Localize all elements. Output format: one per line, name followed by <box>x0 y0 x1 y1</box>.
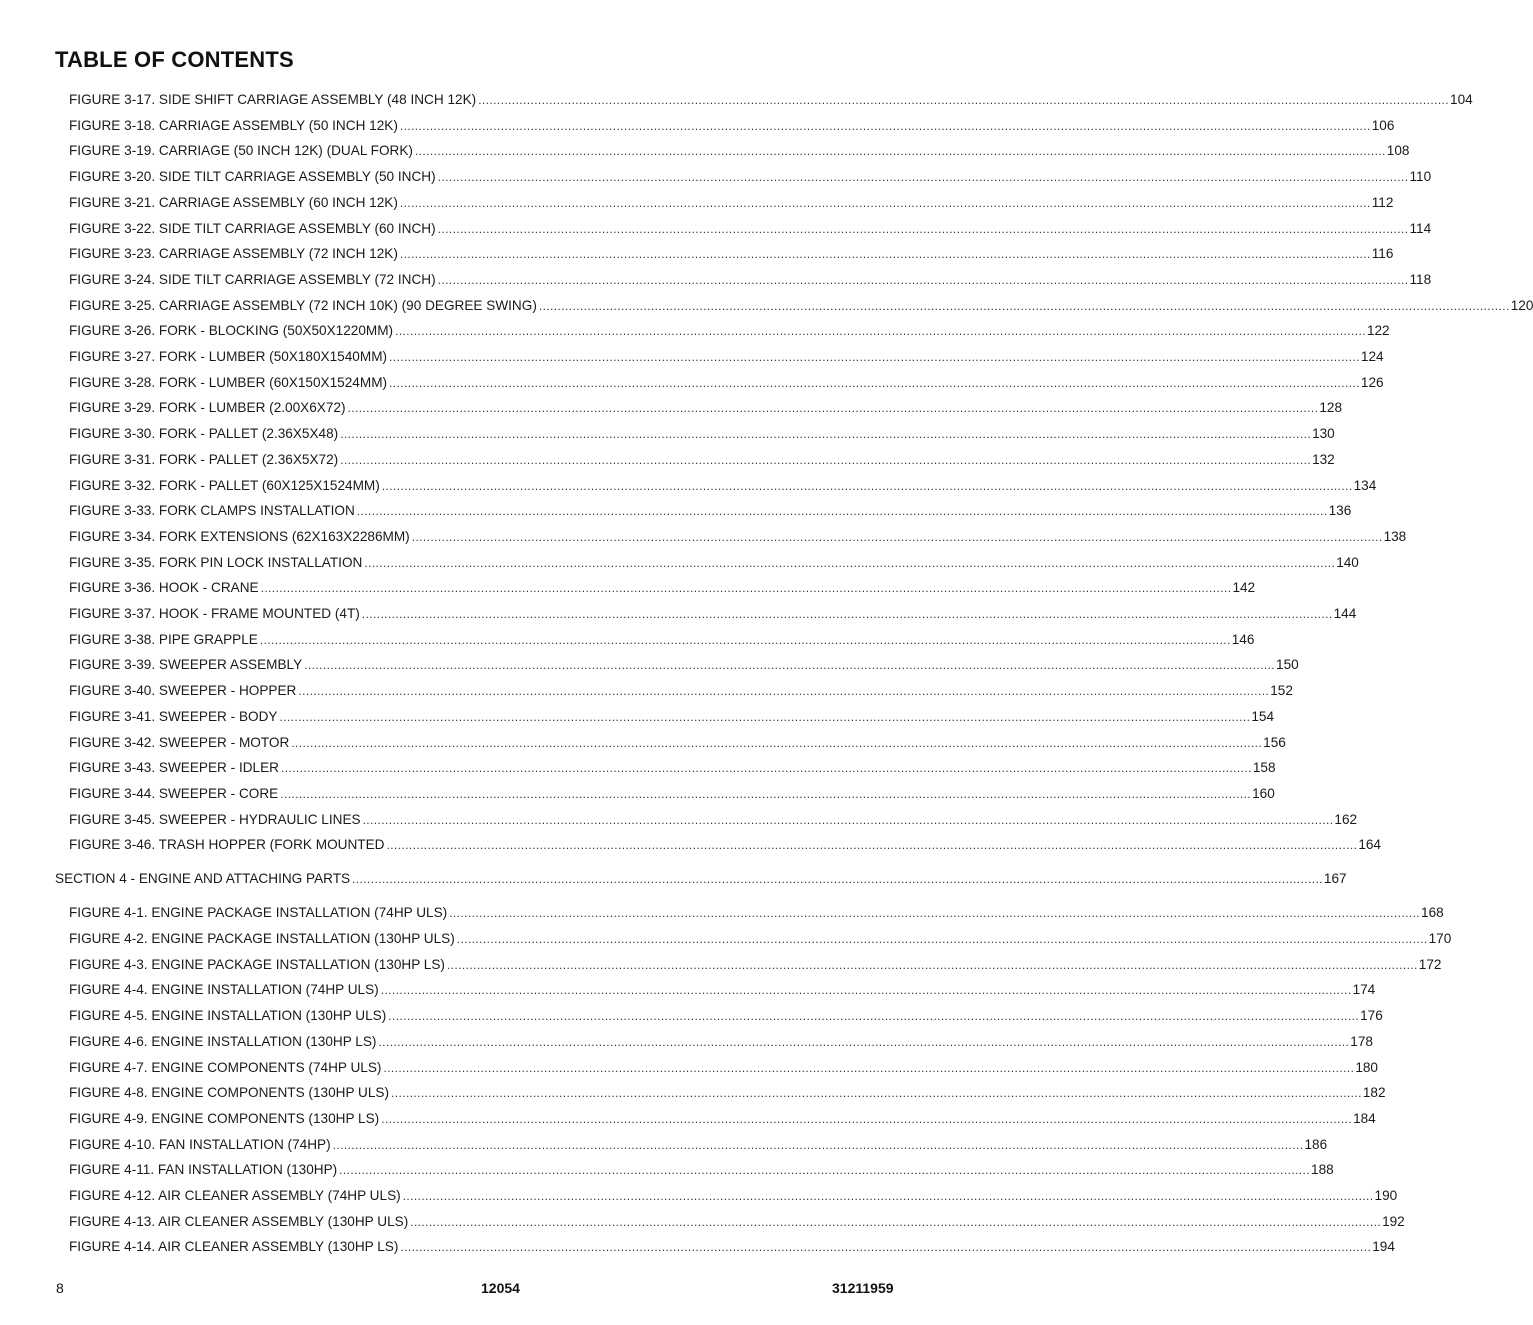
toc-entry-page: 170 <box>1428 931 1452 946</box>
toc-entry-page: 146 <box>1231 631 1255 647</box>
toc-figure-entry[interactable] <box>69 656 1299 674</box>
toc-figure-entry[interactable] <box>69 981 1376 999</box>
toc-entry-label: FIGURE 4-5. ENGINE INSTALLATION (130HP ULS) <box>69 1008 387 1024</box>
toc-figure-entry[interactable] <box>69 1213 1405 1231</box>
toc-entry-page: 192 <box>1382 1213 1405 1229</box>
toc-entry-label: FIGURE 4-1. ENGINE PACKAGE INSTALLATION (74HP ULS) <box>69 905 448 921</box>
toc-entry-page: 190 <box>1374 1188 1398 1203</box>
toc-entry-label: FIGURE 3-24. SIDE TILT CARRIAGE ASSEMBLY (72 INCH) <box>69 271 436 287</box>
toc-entry-page: 167 <box>1323 871 1347 887</box>
toc-entry-page: 104 <box>1450 92 1473 107</box>
toc-figure-entry[interactable] <box>69 811 1358 829</box>
toc-entry-page: 138 <box>1383 528 1407 544</box>
toc-dot-leader: .................................................................................................................................................................................................................................................................... <box>383 1060 1355 1075</box>
toc-entry-page: 188 <box>1311 1162 1334 1178</box>
toc-dot-leader: .................................................................................................................................................................................................................................................................... <box>391 1086 1362 1101</box>
toc-entry-page: 164 <box>1358 837 1381 853</box>
toc-dot-leader: .................................................................................................................................................................................................................................................................... <box>259 632 1231 647</box>
toc-figure-entry[interactable] <box>69 759 1276 777</box>
toc-entry-label: FIGURE 3-31. FORK - PALLET (2.36X5X72) <box>69 451 339 467</box>
toc-entry-page: 106 <box>1371 117 1395 133</box>
toc-figure-entry[interactable] <box>69 1187 1398 1205</box>
toc-dot-leader: .................................................................................................................................................................................................................................................................... <box>411 529 1383 544</box>
toc-dot-leader: .................................................................................................................................................................................................................................................................... <box>356 504 1328 519</box>
toc-figure-entry[interactable] <box>69 245 1394 263</box>
toc-entry-label: FIGURE 4-11. FAN INSTALLATION (130HP) <box>69 1162 338 1178</box>
toc-entry-label: FIGURE 3-20. SIDE TILT CARRIAGE ASSEMBLY (50 INCH) <box>69 169 436 185</box>
toc-figure-entry[interactable] <box>69 142 1410 160</box>
toc-entry-page: 176 <box>1360 1008 1383 1024</box>
toc-entry-label: FIGURE 3-17. SIDE SHIFT CARRIAGE ASSEMBLY (48 INCH 12K) <box>69 92 477 107</box>
toc-dot-leader: .................................................................................................................................................................................................................................................................... <box>280 786 1252 801</box>
toc-entry-label: FIGURE 4-14. AIR CLEANER ASSEMBLY (130HP LS) <box>69 1239 399 1255</box>
toc-entry-label: FIGURE 4-6. ENGINE INSTALLATION (130HP LS) <box>69 1033 377 1049</box>
toc-entry-page: 136 <box>1328 503 1352 519</box>
toc-figure-entry[interactable] <box>69 271 1432 289</box>
toc-figure-entry[interactable] <box>69 451 1335 469</box>
toc-entry-label: FIGURE 3-44. SWEEPER - CORE <box>69 785 279 801</box>
toc-dot-leader: .................................................................................................................................................................................................................................................................... <box>410 1214 1382 1229</box>
toc-entry-label: SECTION 4 - ENGINE AND ATTACHING PARTS <box>55 871 351 887</box>
toc-figure-entry[interactable] <box>69 1110 1376 1128</box>
footer-center-code: 12054 <box>481 1280 520 1296</box>
toc-entry-page: 184 <box>1353 1110 1376 1126</box>
toc-entry-label: FIGURE 3-18. CARRIAGE ASSEMBLY (50 INCH 12K) <box>69 117 398 133</box>
toc-entry-page: 110 <box>1409 169 1432 185</box>
toc-figure-entry[interactable] <box>69 220 1432 238</box>
toc-dot-leader: .................................................................................................................................................................................................................................................................... <box>378 1034 1350 1049</box>
toc-figure-entry[interactable] <box>69 708 1275 726</box>
toc-entry-page: 126 <box>1360 374 1384 390</box>
toc-figure-entry[interactable] <box>69 399 1343 417</box>
toc-dot-leader: .................................................................................................................................................................................................................................................................... <box>389 350 1360 364</box>
toc-dot-leader: .................................................................................................................................................................................................................................................................... <box>399 247 1371 262</box>
toc-entry-page: 158 <box>1252 760 1276 776</box>
toc-entry-label: FIGURE 3-34. FORK EXTENSIONS (62X163X2286MM) <box>69 528 410 544</box>
toc-entry-label: FIGURE 4-9. ENGINE COMPONENTS (130HP LS) <box>69 1110 380 1126</box>
toc-entry-label: FIGURE 3-23. CARRIAGE ASSEMBLY (72 INCH 12K) <box>69 246 398 262</box>
toc-figure-entry[interactable] <box>69 836 1381 854</box>
toc-figure-entry[interactable] <box>69 477 1377 495</box>
toc-entry-page: 194 <box>1372 1239 1395 1255</box>
page-title: TABLE OF CONTENTS <box>55 47 294 72</box>
toc-entry-label: FIGURE 3-28. FORK - LUMBER (60X150X1524MM) <box>69 374 388 390</box>
toc-entry-page: 124 <box>1360 349 1384 364</box>
toc-figure-entry[interactable] <box>69 1007 1383 1025</box>
footer-page-number: 8 <box>56 1280 64 1296</box>
toc-entry-label: FIGURE 3-25. CARRIAGE ASSEMBLY (72 INCH 10K) (90 DEGREE SWING) <box>69 297 537 313</box>
toc-dot-leader: .................................................................................................................................................................................................................................................................... <box>538 298 1510 313</box>
toc-entry-page: 130 <box>1312 426 1335 442</box>
toc-entry-page: 140 <box>1336 554 1359 570</box>
toc-dot-leader: .................................................................................................................................................................................................................................................................... <box>437 170 1409 185</box>
toc-dot-leader: .................................................................................................................................................................................................................................................................... <box>298 684 1270 699</box>
toc-entry-label: FIGURE 3-22. SIDE TILT CARRIAGE ASSEMBLY (60 INCH) <box>69 220 436 236</box>
toc-entry-page: 152 <box>1270 683 1293 699</box>
toc-entry-page: 180 <box>1355 1059 1378 1075</box>
toc-dot-leader: .................................................................................................................................................................................................................................................................... <box>361 607 1333 621</box>
toc-entry-page: 114 <box>1409 220 1432 236</box>
toc-dot-leader: .................................................................................................................................................................................................................................................................... <box>260 581 1232 596</box>
toc-dot-leader: .................................................................................................................................................................................................................................................................... <box>400 1240 1372 1255</box>
toc-entry-label: FIGURE 3-35. FORK PIN LOCK INSTALLATION <box>69 554 363 570</box>
toc-entry-label: FIGURE 3-37. HOOK - FRAME MOUNTED (4T) <box>69 606 360 621</box>
toc-dot-leader: .................................................................................................................................................................................................................................................................... <box>437 221 1409 236</box>
toc-entry-page: 154 <box>1251 708 1275 724</box>
toc-entry-page: 122 <box>1366 323 1390 339</box>
toc-entry-label: FIGURE 3-39. SWEEPER ASSEMBLY <box>69 657 303 673</box>
toc-entry-label: FIGURE 3-38. PIPE GRAPPLE <box>69 631 258 647</box>
toc-dot-leader: .................................................................................................................................................................................................................................................................... <box>381 1111 1353 1126</box>
toc-dot-leader: .................................................................................................................................................................................................................................................................... <box>399 195 1371 210</box>
toc-figure-entry[interactable] <box>69 322 1390 340</box>
toc-figure-entry[interactable] <box>69 956 1442 974</box>
toc-dot-leader: .................................................................................................................................................................................................................................................................... <box>446 957 1418 972</box>
toc-dot-leader: .................................................................................................................................................................................................................................................................... <box>279 709 1251 724</box>
toc-entry-page: 182 <box>1362 1085 1386 1101</box>
toc-figure-entry[interactable] <box>69 425 1335 443</box>
toc-figure-entry[interactable] <box>69 631 1255 649</box>
toc-entry-page: 134 <box>1353 477 1377 493</box>
toc-dot-leader: .................................................................................................................................................................................................................................................................... <box>332 1137 1304 1152</box>
toc-dot-leader: .................................................................................................................................................................................................................................................................... <box>478 93 1450 107</box>
toc-entry-page: 186 <box>1304 1136 1328 1152</box>
toc-entry-page: 144 <box>1333 606 1357 621</box>
toc-figure-entry[interactable] <box>69 605 1357 623</box>
toc-figure-entry[interactable] <box>69 528 1407 546</box>
toc-entry-label: FIGURE 3-19. CARRIAGE (50 INCH 12K) (DUAL FORK) <box>69 143 413 159</box>
toc-figure-entry[interactable] <box>69 682 1293 700</box>
toc-entry-page: 128 <box>1319 400 1343 416</box>
toc-entry-page: 116 <box>1371 246 1394 262</box>
toc-entry-label: FIGURE 4-12. AIR CLEANER ASSEMBLY (74HP ULS) <box>69 1188 401 1203</box>
toc-section-entry[interactable] <box>55 870 1347 888</box>
toc-entry-page: 118 <box>1409 271 1432 287</box>
footer-document-number: 31211959 <box>832 1280 894 1296</box>
toc-dot-leader: .................................................................................................................................................................................................................................................................... <box>389 375 1360 390</box>
toc-figure-entry[interactable] <box>69 579 1256 597</box>
toc-entry-label: FIGURE 3-33. FORK CLAMPS INSTALLATION <box>69 503 355 519</box>
toc-entry-page: 112 <box>1371 194 1394 210</box>
toc-entry-page: 168 <box>1421 905 1444 921</box>
toc-entry-label: FIGURE 3-40. SWEEPER - HOPPER <box>69 683 297 699</box>
toc-entry-label: FIGURE 4-3. ENGINE PACKAGE INSTALLATION (130HP LS) <box>69 956 445 972</box>
toc-dot-leader: .................................................................................................................................................................................................................................................................... <box>339 1163 1311 1178</box>
toc-figure-entry[interactable] <box>69 785 1275 803</box>
toc-dot-leader: .................................................................................................................................................................................................................................................................... <box>437 272 1409 287</box>
toc-entry-page: 150 <box>1276 657 1299 673</box>
toc-dot-leader: .................................................................................................................................................................................................................................................................... <box>386 838 1358 853</box>
toc-entry-label: FIGURE 3-42. SWEEPER - MOTOR <box>69 734 290 750</box>
toc-entry-label: FIGURE 3-32. FORK - PALLET (60X125X1524MM) <box>69 477 380 493</box>
toc-entry-label: FIGURE 3-29. FORK - LUMBER (2.00X6X72) <box>69 400 346 416</box>
toc-entry-label: FIGURE 3-46. TRASH HOPPER (FORK MOUNTED <box>69 837 385 853</box>
toc-figure-entry[interactable] <box>69 194 1394 212</box>
toc-figure-entry[interactable] <box>69 502 1352 520</box>
toc-figure-entry[interactable] <box>69 91 1473 109</box>
toc-dot-leader: .................................................................................................................................................................................................................................................................... <box>399 118 1371 133</box>
toc-figure-entry[interactable] <box>69 1238 1395 1256</box>
toc-dot-leader: .................................................................................................................................................................................................................................................................... <box>456 932 1428 946</box>
toc-entry-label: FIGURE 3-41. SWEEPER - BODY <box>69 708 278 724</box>
toc-figure-entry[interactable] <box>69 1084 1386 1102</box>
toc-entry-page: 156 <box>1263 734 1286 750</box>
toc-dot-leader: .................................................................................................................................................................................................................................................................... <box>449 906 1421 921</box>
toc-dot-leader: .................................................................................................................................................................................................................................................................... <box>340 452 1312 467</box>
toc-figure-entry[interactable] <box>69 1161 1334 1179</box>
toc-entry-label: FIGURE 4-2. ENGINE PACKAGE INSTALLATION (130HP ULS) <box>69 931 455 946</box>
toc-figure-entry[interactable] <box>69 348 1384 366</box>
toc-entry-page: 120 <box>1510 297 1533 313</box>
toc-figure-entry[interactable] <box>69 1136 1328 1154</box>
toc-dot-leader: .................................................................................................................................................................................................................................................................... <box>414 144 1386 159</box>
toc-figure-entry[interactable] <box>69 554 1359 572</box>
toc-entry-label: FIGURE 4-4. ENGINE INSTALLATION (74HP ULS) <box>69 982 379 998</box>
toc-figure-entry[interactable] <box>69 904 1444 922</box>
toc-entry-page: 178 <box>1350 1033 1373 1049</box>
toc-dot-leader: .................................................................................................................................................................................................................................................................... <box>381 478 1353 493</box>
toc-dot-leader: .................................................................................................................................................................................................................................................................... <box>395 324 1366 339</box>
toc-entry-label: FIGURE 3-21. CARRIAGE ASSEMBLY (60 INCH 12K) <box>69 194 398 210</box>
toc-dot-leader: .................................................................................................................................................................................................................................................................... <box>352 872 1323 887</box>
toc-entry-label: FIGURE 4-13. AIR CLEANER ASSEMBLY (130HP ULS) <box>69 1213 409 1229</box>
toc-entry-page: 108 <box>1386 143 1410 159</box>
toc-figure-entry[interactable] <box>69 117 1395 135</box>
toc-dot-leader: .................................................................................................................................................................................................................................................................... <box>388 1009 1360 1024</box>
toc-figure-entry[interactable] <box>69 374 1384 392</box>
toc-dot-leader: .................................................................................................................................................................................................................................................................... <box>347 401 1319 416</box>
toc-figure-entry[interactable] <box>69 1033 1373 1051</box>
toc-entry-page: 172 <box>1418 956 1442 972</box>
toc-dot-leader: .................................................................................................................................................................................................................................................................... <box>380 983 1352 998</box>
toc-dot-leader: .................................................................................................................................................................................................................................................................... <box>362 812 1334 827</box>
toc-entry-label: FIGURE 3-27. FORK - LUMBER (50X180X1540MM) <box>69 349 388 364</box>
toc-dot-leader: .................................................................................................................................................................................................................................................................... <box>402 1189 1374 1203</box>
toc-entry-label: FIGURE 3-43. SWEEPER - IDLER <box>69 760 279 776</box>
toc-entry-page: 142 <box>1232 580 1256 596</box>
toc-dot-leader: .................................................................................................................................................................................................................................................................... <box>340 427 1312 442</box>
toc-figure-entry[interactable] <box>69 734 1286 752</box>
toc-entry-page: 132 <box>1312 451 1335 467</box>
toc-figure-entry[interactable] <box>69 297 1533 315</box>
toc-entry-label: FIGURE 3-36. HOOK - CRANE <box>69 580 259 596</box>
toc-entry-page: 160 <box>1252 785 1275 801</box>
toc-figure-entry[interactable] <box>69 168 1432 186</box>
toc-dot-leader: .................................................................................................................................................................................................................................................................... <box>304 658 1276 673</box>
toc-entry-label: FIGURE 3-45. SWEEPER - HYDRAULIC LINES <box>69 811 361 827</box>
toc-entry-page: 174 <box>1352 982 1376 998</box>
toc-entry-label: FIGURE 4-8. ENGINE COMPONENTS (130HP ULS) <box>69 1085 390 1101</box>
toc-entry-label: FIGURE 4-10. FAN INSTALLATION (74HP) <box>69 1136 331 1152</box>
toc-entry-page: 162 <box>1334 811 1358 827</box>
toc-entry-label: FIGURE 3-26. FORK - BLOCKING (50X50X1220MM) <box>69 323 394 339</box>
toc-dot-leader: .................................................................................................................................................................................................................................................................... <box>291 735 1263 750</box>
toc-dot-leader: .................................................................................................................................................................................................................................................................... <box>281 761 1252 776</box>
toc-dot-leader: .................................................................................................................................................................................................................................................................... <box>364 555 1336 570</box>
toc-entry-label: FIGURE 3-30. FORK - PALLET (2.36X5X48) <box>69 426 339 442</box>
toc-figure-entry[interactable] <box>69 1059 1378 1077</box>
toc-figure-entry[interactable] <box>69 930 1452 948</box>
toc-entry-label: FIGURE 4-7. ENGINE COMPONENTS (74HP ULS) <box>69 1059 382 1075</box>
